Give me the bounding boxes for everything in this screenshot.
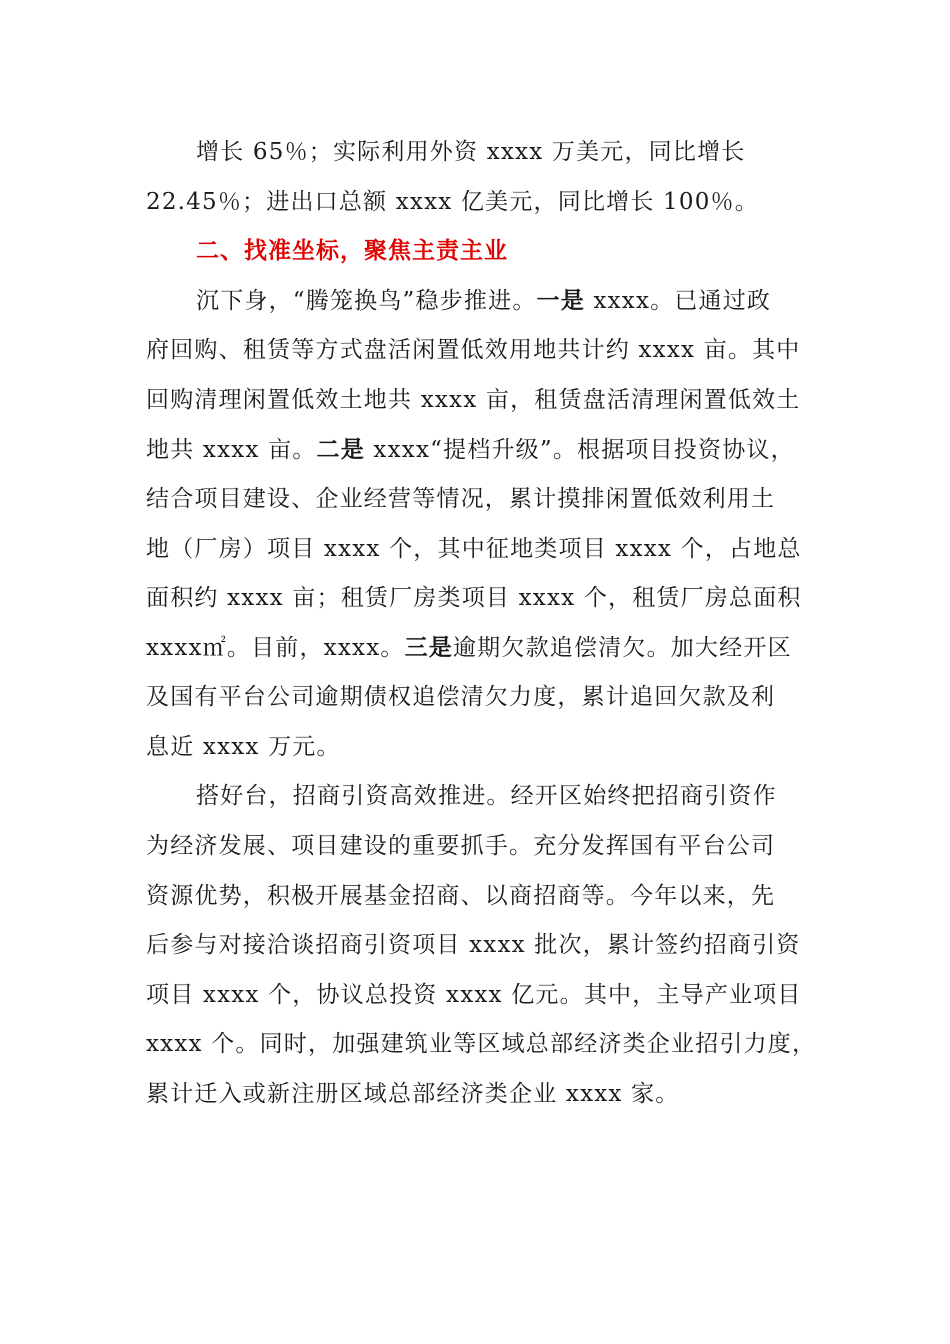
- paragraph-1-line-1: 增长 65％；实际利用外资 xxxx 万美元，同比增长: [196, 139, 746, 165]
- paragraph-3-line-2: 为经济发展、项目建设的重要抓手。充分发挥国有平台公司: [146, 833, 776, 859]
- paragraph-3-line-6: xxxx 个。同时，加强建筑业等区域总部经济类企业招引力度，: [146, 1031, 817, 1057]
- bold-marker-one: 一是: [536, 288, 585, 314]
- text-run: 逾期欠款追偿清欠。加大经开区: [452, 635, 792, 661]
- paragraph-2-line-7: 面积约 xxxx 亩；租赁厂房类项目 xxxx 个，租赁厂房总面积: [146, 585, 802, 611]
- paragraph-2-line-9: 及国有平台公司逾期债权追偿清欠力度，累计追回欠款及利: [146, 684, 776, 710]
- paragraph-1-line-2: 22.45％；进出口总额 xxxx 亿美元，同比增长 100％。: [146, 189, 759, 215]
- paragraph-3-line-1: 搭好台，招商引资高效推进。经开区始终把招商引资作: [196, 783, 777, 809]
- text-run: xxxx㎡。目前，xxxx。: [146, 635, 405, 661]
- paragraph-2-line-5: 结合项目建设、企业经营等情况，累计摸排闲置低效利用土: [146, 486, 776, 512]
- paragraph-2-line-10: 息近 xxxx 万元。: [146, 734, 341, 760]
- paragraph-2-line-4: [146, 430, 806, 470]
- paragraph-3-line-3: 资源优势，积极开展基金招商、以商招商等。今年以来，先: [146, 883, 776, 909]
- paragraph-2-line-8: [146, 628, 806, 668]
- section-heading: 二、找准坐标，聚焦主责主业: [196, 238, 508, 264]
- text-run: 沉下身，“腾笼换鸟”稳步推进。: [196, 288, 537, 314]
- paragraph-3-line-4: 后参与对接洽谈招商引资项目 xxxx 批次，累计签约招商引资: [146, 932, 801, 958]
- paragraph-2-line-3: 回购清理闲置低效土地共 xxxx 亩，租赁盘活清理闲置低效土: [146, 387, 801, 413]
- paragraph-2-line-2: 府回购、租赁等方式盘活闲置低效用地共计约 xxxx 亩。其中: [146, 337, 801, 363]
- text-run: 地共 xxxx 亩。: [146, 437, 317, 463]
- paragraph-2-line-6: 地（厂房）项目 xxxx 个，其中征地类项目 xxxx 个，占地总: [146, 536, 802, 562]
- paragraph-3-line-7: 累计迁入或新注册区域总部经济类企业 xxxx 家。: [146, 1081, 680, 1107]
- text-run: xxxx。已通过政: [584, 288, 772, 314]
- text-run: xxxx“提档升级”。根据项目投资协议，: [364, 437, 795, 463]
- bold-marker-three: 三是: [404, 635, 453, 661]
- paragraph-3-line-5: 项目 xxxx 个，协议总投资 xxxx 亿元。其中，主导产业项目: [146, 982, 802, 1008]
- bold-marker-two: 二是: [316, 437, 365, 463]
- paragraph-2-line-1: [196, 281, 856, 321]
